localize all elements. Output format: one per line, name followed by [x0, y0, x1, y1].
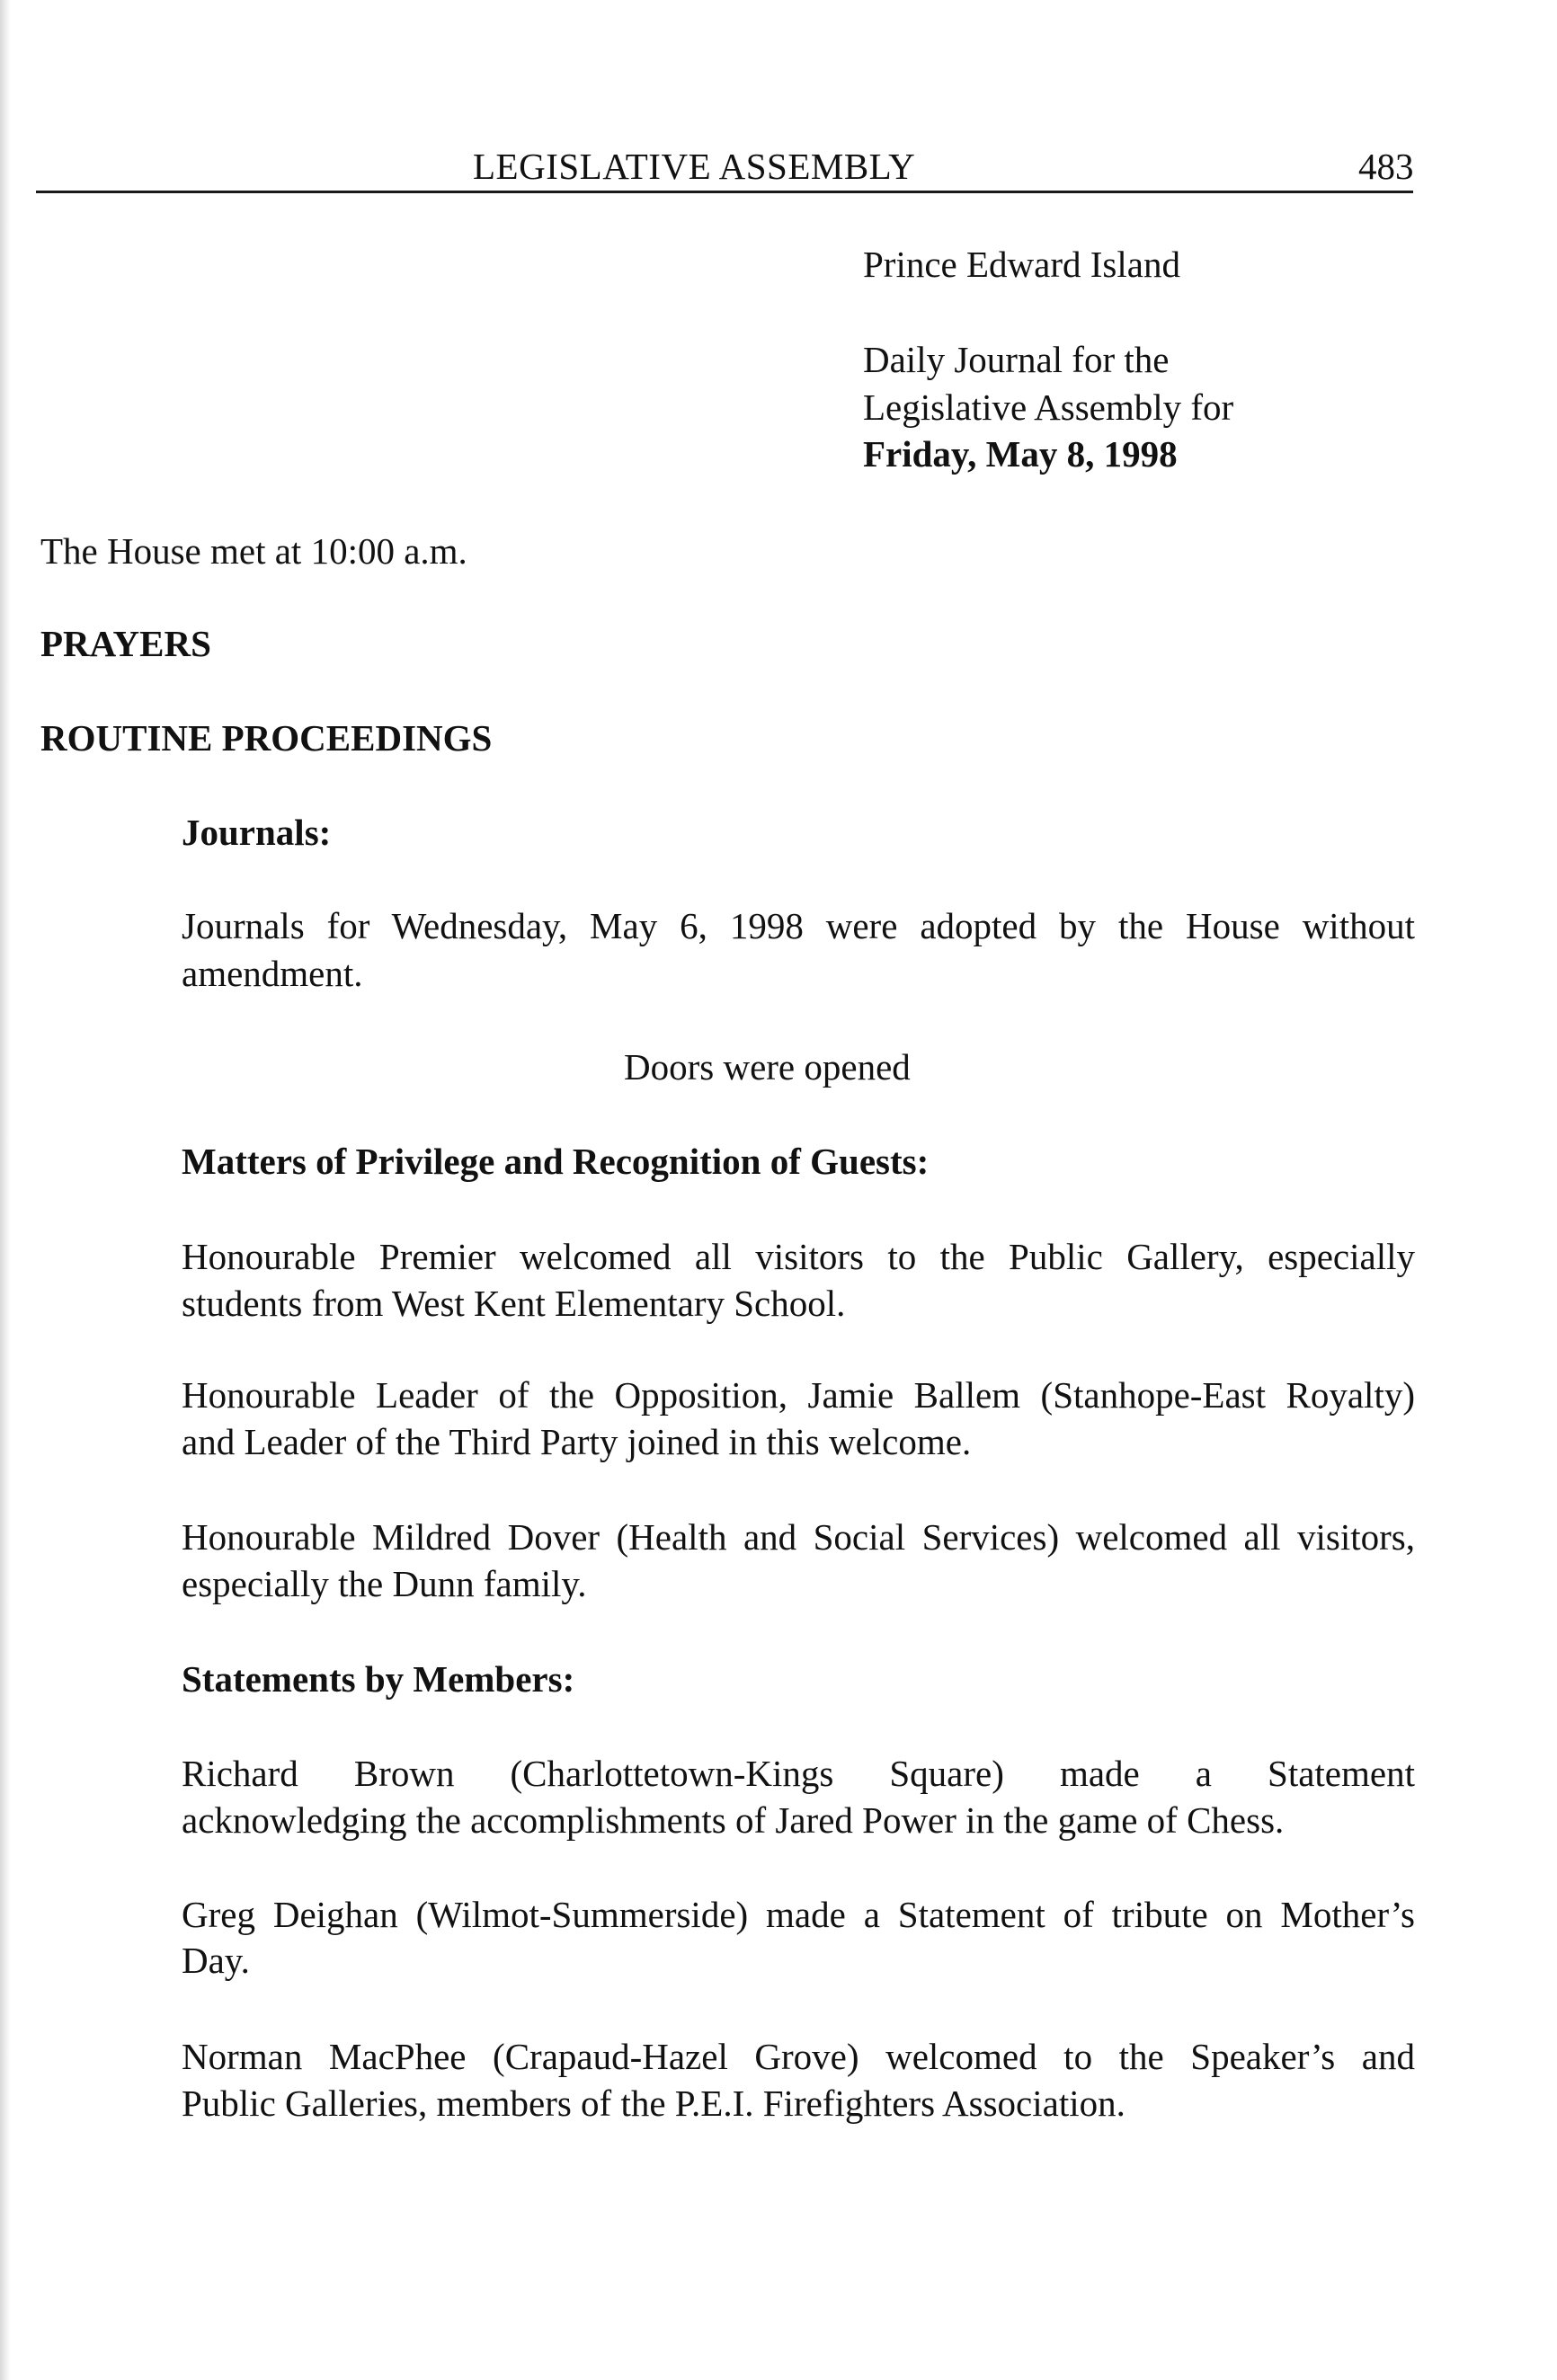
statement-paragraph-2-line-1: Greg Deighan (Wilmot-Summerside) made a Statement of tribute on Mother’s: [182, 1894, 1415, 1935]
page-number: 483: [1358, 146, 1414, 187]
privilege-paragraph-1-line-2: students from West Kent Elementary School.: [182, 1283, 846, 1324]
privilege-paragraph-3-line-2: especially the Dunn family.: [182, 1563, 587, 1604]
scan-edge-shadow: [0, 0, 11, 2380]
journals-paragraph-line-2: amendment.: [182, 953, 363, 994]
statement-paragraph-1-line-1: Richard Brown (Charlottetown-Kings Square) made a Statement: [182, 1753, 1415, 1794]
running-header-title: LEGISLATIVE ASSEMBLY: [473, 146, 916, 187]
statement-paragraph-3-line-2: Public Galleries, members of the P.E.I. Firefighters Association.: [182, 2082, 1125, 2124]
prayers-heading: PRAYERS: [40, 623, 211, 664]
header-rule: [36, 191, 1413, 193]
journals-heading: Journals:: [182, 812, 332, 853]
journal-title-line-1: Daily Journal for the: [863, 339, 1170, 380]
privilege-paragraph-2-line-1: Honourable Leader of the Opposition, Jamie Ballem (Stanhope-East Royalty): [182, 1374, 1415, 1416]
statement-paragraph-1-line-2: acknowledging the accomplishments of Jared Power in the game of Chess.: [182, 1799, 1285, 1841]
privilege-paragraph-1-line-1: Honourable Premier welcomed all visitors to the Public Gallery, especially: [182, 1236, 1415, 1277]
journal-date: Friday, May 8, 1998: [863, 433, 1178, 475]
province-name: Prince Edward Island: [863, 244, 1180, 285]
privilege-paragraph-2-line-2: and Leader of the Third Party joined in this welcome.: [182, 1421, 972, 1462]
statements-heading: Statements by Members:: [182, 1658, 575, 1700]
privilege-paragraph-3-line-1: Honourable Mildred Dover (Health and Social Services) welcomed all visitors,: [182, 1516, 1415, 1558]
privilege-heading: Matters of Privilege and Recognition of Guests:: [182, 1141, 930, 1182]
sitting-time: The House met at 10:00 a.m.: [40, 530, 467, 572]
doors-opened: Doors were opened: [624, 1046, 911, 1088]
journal-title-line-2: Legislative Assembly for: [863, 386, 1234, 428]
statement-paragraph-2-line-2: Day.: [182, 1940, 250, 1981]
routine-proceedings-heading: ROUTINE PROCEEDINGS: [40, 717, 493, 759]
statement-paragraph-3-line-1: Norman MacPhee (Crapaud-Hazel Grove) welcomed to the Speaker’s and: [182, 2036, 1415, 2077]
journals-paragraph-line-1: Journals for Wednesday, May 6, 1998 were adopted by the House without: [182, 905, 1415, 946]
